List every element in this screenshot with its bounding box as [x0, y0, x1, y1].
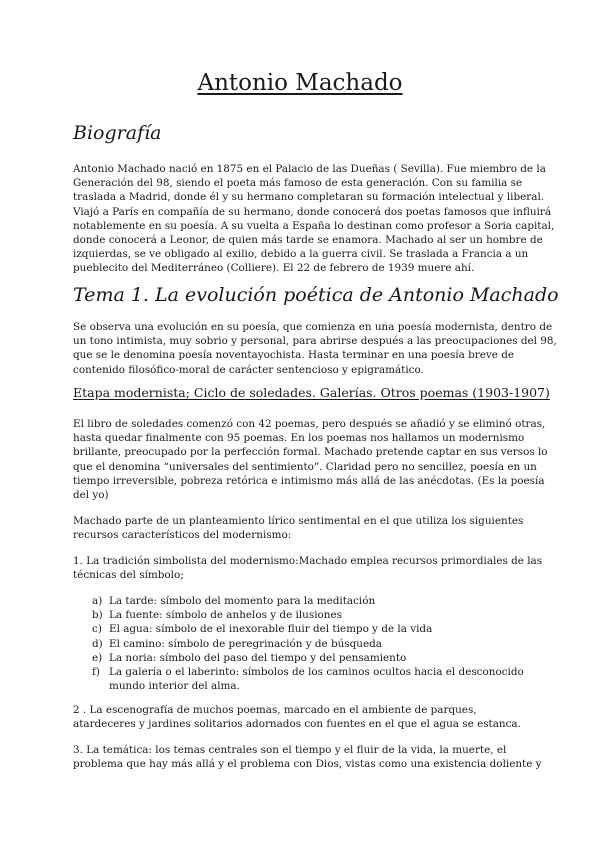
text-line: pueblecito del Mediterráneo (Colliere). El 22 de febrero de 1939 muere ahí.: [73, 262, 475, 275]
list-marker: a): [92, 595, 103, 607]
text-line: traslada a Madrid, donde él y su hermano completaran su formación intelectual y liberal.: [73, 191, 545, 204]
text-line: Machado parte de un planteamiento lírico sentimental en el que utiliza los siguientes: [73, 515, 524, 527]
list-item: [92, 622, 542, 636]
list-marker: b): [92, 609, 103, 622]
theme-intro-paragraph: [73, 320, 557, 377]
text-line: izquierdas, se ve obligado al exilio, debido a la guerra civil. Se traslada a Francia a un: [73, 248, 529, 261]
text-line: problema que hay más allá y el problema con Dios, vistas como una existencia doliente y: [73, 758, 542, 771]
text-line: Se observa una evolución en su poesía, que comienza en una poesía modernista, dentro de: [73, 321, 553, 333]
stage-paragraph: [73, 417, 548, 502]
theme-heading: Tema 1. La evolución poética de Antonio Machado: [73, 284, 559, 306]
list-item: [92, 608, 542, 622]
scenography-paragraph: [73, 703, 533, 731]
list-item-text: La fuente: símbolo de anhelos y de ilusiones: [109, 609, 342, 622]
text-line: contenido filosófico-moral de carácter sentencioso y epigramático.: [73, 363, 424, 376]
text-line: brillante, preocupado por la perfección formal. Machado pretende captar en sus versos lo: [73, 446, 548, 459]
text-line: técnicas del símbolo;: [73, 569, 184, 582]
text-line: El libro de soledades comenzó con 42 poemas, pero después se añadió y se eliminó otras,: [73, 418, 546, 430]
text-line: recursos característicos del modernismo:: [73, 529, 292, 542]
text-line: notablemente en su poesía. A su vuelta a España lo destinan como profesor a Soria capital,: [73, 219, 555, 232]
list-item: [92, 651, 542, 665]
stage-heading: Etapa modernista; Ciclo de soledades. Galerías. Otros poemas (1903-1907): [73, 385, 550, 400]
list-marker: d): [92, 637, 103, 650]
text-line: donde conocerá a Leonor, de quien más tarde se enamora. Machado al ser un hombre de: [73, 233, 543, 246]
symbol-list: [92, 594, 542, 693]
list-item-text: La noria: símbolo del paso del tiempo y del pensamiento: [109, 651, 407, 664]
text-line: Generación del 98, siendo el poeta más famoso de esta generación. Con su familia se: [73, 177, 523, 190]
list-item: [92, 637, 542, 651]
list-item: [92, 594, 542, 608]
list-marker: e): [92, 651, 103, 664]
list-item-text: La tarde: símbolo del momento para la meditación: [109, 595, 376, 607]
text-line: que el denomina “universales del sentimiento”. Claridad pero no sencillez, poesía en un: [73, 460, 537, 473]
symbolism-paragraph: [73, 554, 543, 582]
resources-paragraph: [73, 514, 533, 542]
biography-heading: Biografía: [73, 122, 162, 144]
list-item-text: mundo interior del alma.: [109, 680, 240, 693]
text-line: 3. La temática: los temas centrales son el tiempo y el fluir de la vida, la muerte, el: [73, 744, 507, 756]
text-line: atardeceres y jardines solitarios adornados con fuentes en el que el agua se estanca.: [73, 718, 521, 731]
text-line: 1. La tradición simbolista del modernismo:Machado emplea recursos primordiales de las: [73, 555, 543, 567]
list-item-text: El agua: símbolo de el inexorable fluir del tiempo y de la vida: [109, 623, 433, 636]
text-line: hasta quedar finalmente con 95 poemas. En los poemas nos hallamos un modernismo: [73, 432, 525, 445]
text-line: 2 . La escenografía de muchos poemas, marcado en el ambiente de parques,: [73, 704, 477, 716]
text-line: que se le denomina poesía noventayochista. Hasta terminar en una poesía breve de: [73, 349, 514, 362]
list-item: [92, 665, 542, 693]
biography-paragraph: [73, 162, 555, 276]
list-item-text: La galería o el laberinto: símbolos de los caminos ocultos hacia el desconocido: [109, 666, 524, 679]
document-title: Antonio Machado: [197, 70, 403, 96]
text-line: del yo): [73, 488, 109, 501]
list-marker: f): [92, 666, 100, 679]
text-line: Antonio Machado nació en 1875 en el Palacio de las Dueñas ( Sevilla). Fue miembro de la: [73, 163, 546, 175]
text-line: tiempo irreversible, pobreza retórica e intimismo más allá de las anécdotas. (Es la poesía: [73, 474, 545, 487]
list-marker: c): [92, 623, 102, 636]
list-item-text: El camino: símbolo de peregrinación y de búsqueda: [109, 637, 382, 650]
text-line: Viajó a París en compañía de su hermano, donde conocerá dos poetas famosos que influirá: [73, 205, 552, 218]
themes-paragraph: [73, 743, 542, 771]
text-line: un tono intimista, muy sobrio y personal, para abrirse después a las preocupaciones del 98,: [73, 335, 557, 348]
